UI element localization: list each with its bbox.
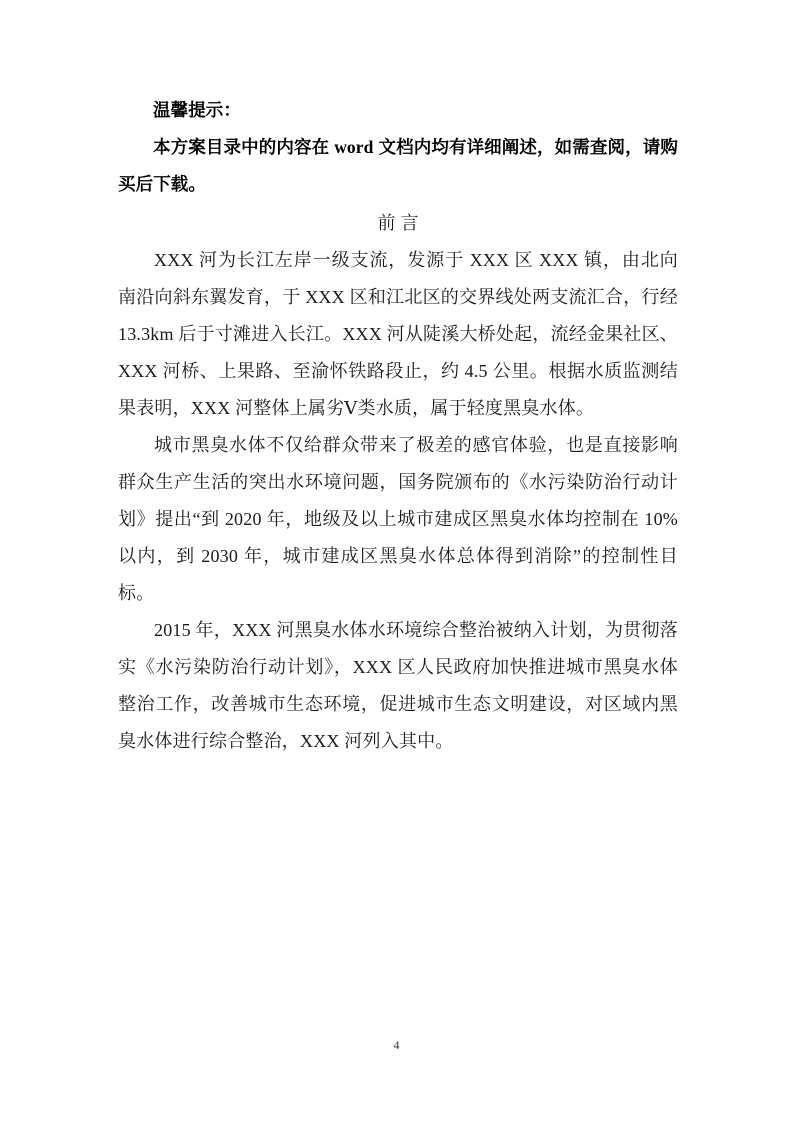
paragraph-project-inclusion: 2015 年，XXX 河黑臭水体水环境综合整治被纳入计划，为贯彻落实《水污染防治行动计划》，XXX 区人民政府加快推进城市黑臭水体整治工作，改善城市生态环境，促进城市生态文明建设，对区域内黑臭水体进行综合整治，XXX 河列入其中。 xyxy=(118,620,678,751)
notice-body-latin: word xyxy=(334,137,374,157)
notice-body xyxy=(118,129,678,203)
page-content xyxy=(118,92,678,760)
page-number: 4 xyxy=(393,1038,400,1052)
notice-block xyxy=(118,92,678,203)
notice-body-suffix: 文档内均有详细阐述，如需查阅，请购买后下载。 xyxy=(118,137,678,194)
paragraph-policy-background: 城市黑臭水体不仅给群众带来了极差的感官体验，也是直接影响群众生产生活的突出水环境问题，国务院颁布的《水污染防治行动计划》提出“到 2020 年，地级及以上城市建成区黑臭水体均控制在 10% 以内，到 2030 年，城市建成区黑臭水体总体得到消除”的控制性目标。 xyxy=(118,435,678,603)
notice-body-prefix: 本方案目录中的内容在 xyxy=(153,137,335,157)
notice-heading: 温馨提示： xyxy=(153,100,241,120)
paragraph-river-overview: XXX 河为长江左岸一级支流，发源于 XXX 区 XXX 镇，由北向南沿向斜东翼发育，于 XXX 区和江北区的交界线处两支流汇合，行经 13.3km 后于寸滩进入长江。XXX 河从陡溪大桥处起，流经金果社区、XXX 河桥、上果路、至渝怀铁路段止，约 4.5 公里。根据水质监测结果表明，XXX 河整体上属劣Ⅴ类水质，属于轻度黑臭水体。 xyxy=(118,250,678,418)
section-title: 前言 xyxy=(377,213,424,233)
